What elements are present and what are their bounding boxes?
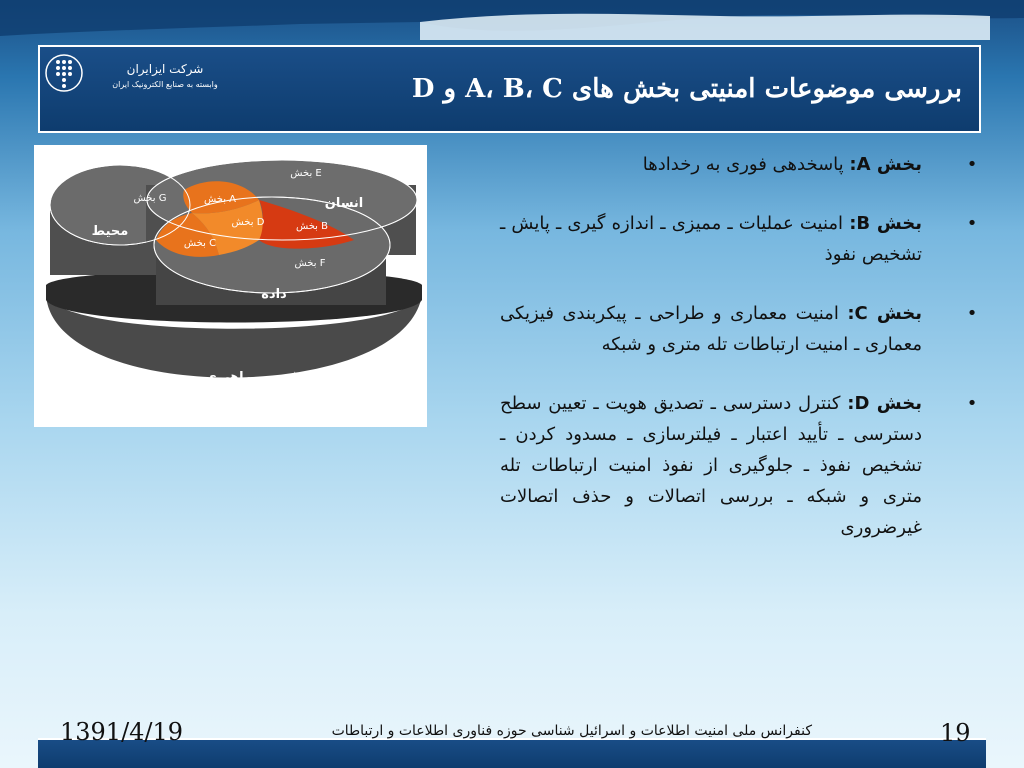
- bullet-item: [500, 150, 978, 181]
- bullet-text: امنیت معماری و طراحی ـ پیکربندی فیزیکی معماری ـ امنیت ارتباطات تله متری و شبکه: [500, 302, 922, 355]
- label-h: بخش H: [287, 370, 321, 381]
- bullet-label: بخش D:: [847, 392, 922, 414]
- label-environment: محیط: [91, 224, 129, 239]
- page-number: 19: [940, 719, 971, 747]
- security-domains-diagram: [34, 145, 427, 427]
- bullet-item: [500, 299, 978, 361]
- bullet-label: بخش C:: [847, 302, 922, 324]
- label-b: بخش B: [295, 221, 329, 232]
- bullet-label: بخش A:: [849, 154, 922, 175]
- slide-title: بررسی موضوعات امنیتی بخش های A، B، C و D: [411, 74, 962, 104]
- company-logo-icon: [44, 50, 84, 96]
- label-f: بخش F: [294, 258, 326, 269]
- label-a: بخش A: [203, 194, 237, 205]
- label-leadership: راهبری: [204, 370, 252, 385]
- label-d: بخش D: [231, 217, 265, 228]
- footer-conference: کنفرانس ملی امنیت اطلاعات و اسرائیل شناسی حوزه فناوری اطلاعات و ارتباطات: [331, 723, 812, 739]
- label-human: انسان: [324, 196, 364, 211]
- bullet-label: بخش B:: [849, 212, 923, 234]
- bullet-text: پاسخدهی فوری به رخدادها: [642, 154, 850, 175]
- company-name: شرکت ایزایران: [126, 62, 204, 76]
- bullet-dot-icon: •: [966, 392, 978, 414]
- label-c: بخش C: [183, 238, 217, 249]
- bullet-item: [500, 209, 978, 271]
- label-e: بخش E: [290, 168, 322, 179]
- label-data: داده: [261, 287, 287, 302]
- company-name-block: [100, 62, 230, 89]
- bullet-dot-icon: •: [966, 154, 978, 175]
- footer-date: 1391/4/19: [60, 718, 184, 746]
- bullet-dot-icon: •: [966, 302, 978, 324]
- bullet-item: [500, 389, 978, 544]
- bullet-text: امنیت عملیات ـ ممیزی ـ اندازه گیری ـ پایش ـ تشخیص نفوذ: [500, 212, 922, 265]
- company-subtitle: وابسته به صنایع الکترونیک ایران: [112, 80, 218, 89]
- bullet-dot-icon: •: [966, 212, 978, 234]
- bullet-text: کنترل دسترسی ـ تصدیق هویت ـ تعیین سطح دسترسی ـ تأیید اعتبار ـ فیلترسازی ـ مسدود کردن ـ تشخیص نفوذ ـ جلوگیری از نفوذ امنیت ارتباطات تله متری و شبکه ـ بررسی اتصالات و حذف اتصالات غیرضروری: [500, 392, 922, 538]
- label-g: بخش G: [133, 193, 167, 204]
- bullet-list: [500, 150, 978, 572]
